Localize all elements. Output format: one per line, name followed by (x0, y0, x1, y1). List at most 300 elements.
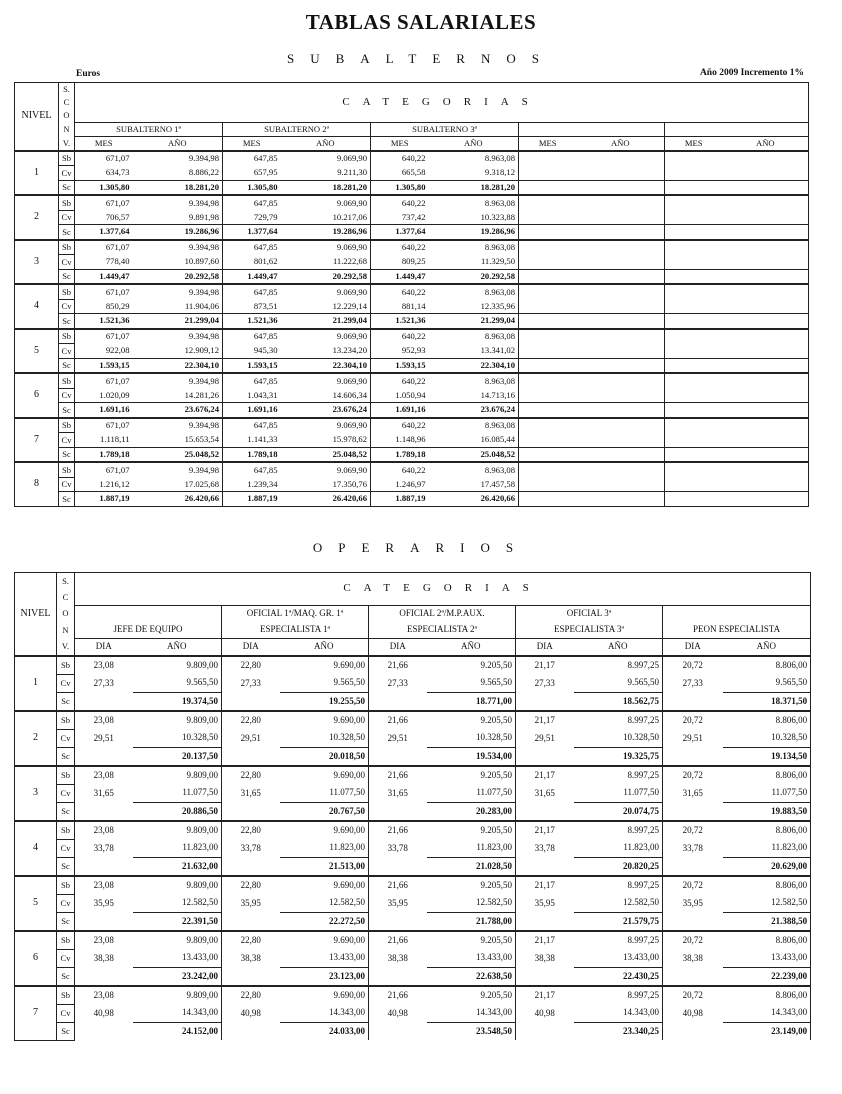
ano-value: 17.457,58 (429, 477, 519, 492)
header-row (15, 573, 811, 590)
row-code: Sb (59, 195, 75, 210)
category-name: SUBALTERNO 1ª (75, 122, 223, 136)
dia-value: 20,72 (663, 986, 723, 1005)
mes-value: 1.305,80 (371, 180, 429, 195)
mes-value: 640,22 (371, 329, 429, 344)
empty-cell (723, 492, 809, 507)
ano-value: 9.211,30 (281, 166, 371, 181)
row-code: Cv (59, 477, 75, 492)
ano-value: 21.299,04 (281, 314, 371, 329)
ano-value: 23.548,50 (427, 1022, 516, 1040)
col-mes-header: MES (665, 136, 723, 151)
mes-value: 647,85 (223, 462, 281, 477)
col-ano-header: AÑO (723, 136, 809, 151)
empty-cell (519, 358, 577, 373)
nivel-value: 5 (15, 329, 59, 374)
dia-value: 21,17 (516, 711, 574, 730)
nivel-value: 3 (15, 766, 57, 821)
ano-value: 10.897,60 (133, 255, 223, 270)
ano-value: 13.433,00 (427, 949, 516, 967)
table-row (15, 492, 809, 507)
ano-value: 9.069,90 (281, 373, 371, 388)
col-mes-header: MES (223, 136, 281, 151)
ano-value: 25.048,52 (133, 447, 223, 462)
row-code: Sb (57, 876, 75, 895)
mes-value: 640,22 (371, 462, 429, 477)
ano-value: 9.205,50 (427, 711, 516, 730)
dia-value: 40,98 (663, 1004, 723, 1022)
ano-value: 12.582,50 (133, 894, 222, 912)
dia-value: 21,17 (516, 656, 574, 675)
table-row (15, 477, 809, 492)
row-code: Sc (57, 692, 75, 711)
dia-value: 35,95 (75, 894, 133, 912)
ano-value: 8.997,25 (574, 876, 663, 895)
ano-value: 21.388,50 (723, 912, 811, 931)
dia-value: 20,72 (663, 766, 723, 785)
ano-value: 25.048,52 (281, 447, 371, 462)
ano-value: 10.328,50 (574, 729, 663, 747)
ano-value: 23.340,25 (574, 1022, 663, 1040)
dia-value: 21,66 (369, 766, 427, 785)
dia-value: 20,72 (663, 821, 723, 840)
table-row (15, 747, 811, 766)
col-dia-header: DIA (222, 638, 280, 656)
empty-cell (519, 269, 577, 284)
mes-value: 647,85 (223, 418, 281, 433)
col-dia-header: DIA (663, 638, 723, 656)
ano-value: 8.997,25 (574, 986, 663, 1005)
row-code: Cv (59, 433, 75, 448)
empty-cell (665, 180, 723, 195)
dia-value (369, 747, 427, 766)
ano-value: 17.025,68 (133, 477, 223, 492)
ano-value: 8.997,25 (574, 931, 663, 950)
dia-value (516, 967, 574, 986)
header-row (15, 122, 809, 136)
dia-value (663, 747, 723, 766)
table-row (15, 151, 809, 166)
dia-value: 22,80 (222, 876, 280, 895)
ano-value: 9.565,50 (133, 674, 222, 692)
row-code: Cv (59, 255, 75, 270)
row-code: Sc (59, 492, 75, 507)
mes-value: 1.148,96 (371, 433, 429, 448)
ano-value: 18.771,00 (427, 692, 516, 711)
ano-value: 12.335,96 (429, 299, 519, 314)
ano-value: 9.205,50 (427, 986, 516, 1005)
mes-value: 671,07 (75, 240, 133, 255)
ano-value: 8.806,00 (723, 876, 811, 895)
empty-cell (519, 195, 577, 210)
ano-value: 9.069,90 (281, 240, 371, 255)
ano-value: 9.690,00 (280, 986, 369, 1005)
ano-value: 11.904,06 (133, 299, 223, 314)
nivel-value: 6 (15, 931, 57, 986)
empty-cell (519, 433, 577, 448)
row-code: Sc (57, 857, 75, 876)
table-row (15, 876, 811, 895)
dia-value: 27,33 (75, 674, 133, 692)
mes-value: 1.887,19 (223, 492, 281, 507)
ano-value: 18.281,20 (281, 180, 371, 195)
dia-value (663, 692, 723, 711)
ano-value: 18.371,50 (723, 692, 811, 711)
empty-cell (577, 388, 665, 403)
mes-value: 1.246,97 (371, 477, 429, 492)
ano-value: 11.823,00 (280, 839, 369, 857)
ano-value: 19.286,96 (429, 225, 519, 240)
ano-value: 9.318,12 (429, 166, 519, 181)
table-row (15, 986, 811, 1005)
ano-value: 22.304,10 (281, 358, 371, 373)
ano-value: 20.292,58 (429, 269, 519, 284)
ano-value: 12.909,12 (133, 344, 223, 359)
dia-value: 33,78 (75, 839, 133, 857)
nivel-value: 4 (15, 284, 59, 329)
category-line1: OFICIAL 2ª/M.P.AUX. (369, 605, 516, 622)
dia-value: 38,38 (222, 949, 280, 967)
mes-value: 1.789,18 (371, 447, 429, 462)
ano-value: 13.433,00 (723, 949, 811, 967)
row-code: Cv (57, 784, 75, 802)
mes-value: 706,57 (75, 210, 133, 225)
ano-value: 9.690,00 (280, 711, 369, 730)
col-ano-header: AÑO (723, 638, 811, 656)
mes-value: 1.118,11 (75, 433, 133, 448)
dia-value: 20,72 (663, 931, 723, 950)
mes-value: 671,07 (75, 418, 133, 433)
ano-value: 8.963,08 (429, 284, 519, 299)
table-row (15, 166, 809, 181)
dia-value: 33,78 (369, 839, 427, 857)
ano-value: 8.806,00 (723, 931, 811, 950)
ano-value: 14.713,16 (429, 388, 519, 403)
ano-value: 25.048,52 (429, 447, 519, 462)
empty-cell (519, 344, 577, 359)
table-row (15, 674, 811, 692)
ano-value: 23.242,00 (133, 967, 222, 986)
table-row (15, 462, 809, 477)
empty-cell (577, 344, 665, 359)
row-code: Sc (57, 912, 75, 931)
ano-value: 21.513,00 (280, 857, 369, 876)
dia-value (663, 857, 723, 876)
nivel-header: NIVEL (15, 573, 57, 656)
row-code: Cv (57, 839, 75, 857)
empty-cell (723, 373, 809, 388)
ano-value: 9.069,90 (281, 151, 371, 166)
nivel-value: 8 (15, 462, 59, 506)
dia-value (222, 857, 280, 876)
dia-value: 20,72 (663, 876, 723, 895)
mes-value: 1.377,64 (371, 225, 429, 240)
mes-value: 850,29 (75, 299, 133, 314)
table-row (15, 821, 811, 840)
table-row (15, 1022, 811, 1040)
dia-value: 27,33 (516, 674, 574, 692)
dia-value: 29,51 (75, 729, 133, 747)
category-line1 (75, 605, 222, 622)
dia-value: 22,80 (222, 821, 280, 840)
mes-value: 1.691,16 (75, 403, 133, 418)
mes-value: 1.305,80 (75, 180, 133, 195)
year-note: Año 2009 Incremento 1% (699, 68, 804, 78)
empty-cell (519, 492, 577, 507)
mes-value: 665,58 (371, 166, 429, 181)
ano-value: 10.328,50 (280, 729, 369, 747)
empty-cell (519, 240, 577, 255)
mes-value: 671,07 (75, 373, 133, 388)
ano-value: 11.077,50 (280, 784, 369, 802)
ano-value: 8.963,08 (429, 418, 519, 433)
category-line2: ESPECIALISTA 2ª (369, 622, 516, 639)
ano-value: 9.394,98 (133, 240, 223, 255)
mes-value: 945,30 (223, 344, 281, 359)
empty-cell (665, 210, 723, 225)
ano-value: 22.430,25 (574, 967, 663, 986)
mes-value: 1.377,64 (75, 225, 133, 240)
scon-letter: V. (59, 136, 75, 151)
ano-value: 14.343,00 (574, 1004, 663, 1022)
empty-cell (519, 151, 577, 166)
ano-value: 16.085,44 (429, 433, 519, 448)
table-row (15, 225, 809, 240)
empty-cell (519, 180, 577, 195)
ano-value: 20.283,00 (427, 802, 516, 821)
empty-cell (723, 269, 809, 284)
ano-value: 15.653,54 (133, 433, 223, 448)
category-line1: OFICIAL 3ª (516, 605, 663, 622)
row-code: Sc (59, 403, 75, 418)
operarios-section-title: OPERARIOS (312, 540, 530, 555)
nivel-value: 6 (15, 373, 59, 418)
empty-cell (519, 403, 577, 418)
ano-value: 9.690,00 (280, 876, 369, 895)
table-row (15, 344, 809, 359)
dia-value: 31,65 (369, 784, 427, 802)
ano-value: 12.229,14 (281, 299, 371, 314)
row-code: Cv (57, 1004, 75, 1022)
subalternos-section-title: SUBALTERNOS (287, 51, 555, 66)
mes-value: 671,07 (75, 329, 133, 344)
category-line1 (663, 605, 811, 622)
table-row (15, 692, 811, 711)
ano-value: 19.883,50 (723, 802, 811, 821)
dia-value (75, 692, 133, 711)
ano-value: 20.767,50 (280, 802, 369, 821)
dia-value: 31,65 (663, 784, 723, 802)
mes-value: 737,42 (371, 210, 429, 225)
row-code: Sc (57, 802, 75, 821)
category-line2: ESPECIALISTA 3ª (516, 622, 663, 639)
mes-value: 647,85 (223, 329, 281, 344)
ano-value: 9.809,00 (133, 986, 222, 1005)
dia-value: 29,51 (663, 729, 723, 747)
empty-cell (577, 447, 665, 462)
ano-value: 11.823,00 (723, 839, 811, 857)
ano-value: 11.077,50 (723, 784, 811, 802)
dia-value (516, 857, 574, 876)
ano-value: 14.343,00 (427, 1004, 516, 1022)
ano-value: 9.891,98 (133, 210, 223, 225)
ano-value: 9.394,98 (133, 462, 223, 477)
mes-value: 671,07 (75, 195, 133, 210)
dia-value: 21,17 (516, 986, 574, 1005)
ano-value: 21.028,50 (427, 857, 516, 876)
row-code: Cv (57, 674, 75, 692)
mes-value: 922,08 (75, 344, 133, 359)
ano-value: 9.205,50 (427, 821, 516, 840)
header-row (15, 638, 811, 656)
dia-value (369, 857, 427, 876)
ano-value: 8.963,08 (429, 462, 519, 477)
empty-cell (665, 284, 723, 299)
ano-value: 23.149,00 (723, 1022, 811, 1040)
table-row (15, 1004, 811, 1022)
ano-value: 9.809,00 (133, 931, 222, 950)
col-dia-header: DIA (369, 638, 427, 656)
dia-value (663, 802, 723, 821)
row-code: Sc (59, 358, 75, 373)
mes-value: 873,51 (223, 299, 281, 314)
nivel-value: 2 (15, 195, 59, 240)
mes-value: 1.789,18 (223, 447, 281, 462)
dia-value (663, 1022, 723, 1040)
dia-value (516, 692, 574, 711)
ano-value: 8.997,25 (574, 766, 663, 785)
row-code: Cv (59, 344, 75, 359)
empty-cell (519, 373, 577, 388)
ano-value: 9.565,50 (723, 674, 811, 692)
ano-value: 8.963,08 (429, 373, 519, 388)
empty-cell (519, 388, 577, 403)
ano-value: 22.239,00 (723, 967, 811, 986)
dia-value: 27,33 (663, 674, 723, 692)
row-code: Sb (57, 766, 75, 785)
ano-value: 8.963,08 (429, 151, 519, 166)
row-code: Sb (57, 821, 75, 840)
table-row (15, 949, 811, 967)
mes-value: 1.593,15 (75, 358, 133, 373)
dia-value: 40,98 (369, 1004, 427, 1022)
row-code: Sc (59, 447, 75, 462)
empty-cell (665, 166, 723, 181)
ano-value: 19.286,96 (133, 225, 223, 240)
dia-value (222, 692, 280, 711)
col-ano-header: AÑO (133, 136, 223, 151)
ano-value: 13.433,00 (280, 949, 369, 967)
ano-value: 22.638,50 (427, 967, 516, 986)
ano-value: 19.534,00 (427, 747, 516, 766)
dia-value: 33,78 (663, 839, 723, 857)
dia-value: 35,95 (516, 894, 574, 912)
row-code: Sb (57, 931, 75, 950)
ano-value: 13.341,02 (429, 344, 519, 359)
mes-value: 1.593,15 (371, 358, 429, 373)
ano-value: 9.205,50 (427, 766, 516, 785)
empty-cell (665, 151, 723, 166)
table-row (15, 314, 809, 329)
dia-value: 21,66 (369, 986, 427, 1005)
dia-value: 22,80 (222, 931, 280, 950)
dia-value (369, 802, 427, 821)
dia-value: 23,08 (75, 656, 133, 675)
dia-value: 21,17 (516, 876, 574, 895)
header-row (15, 622, 811, 639)
ano-value: 12.582,50 (427, 894, 516, 912)
dia-value: 21,66 (369, 656, 427, 675)
dia-value: 35,95 (663, 894, 723, 912)
ano-value: 9.069,90 (281, 329, 371, 344)
ano-value: 11.077,50 (427, 784, 516, 802)
ano-value: 12.582,50 (574, 894, 663, 912)
table-row (15, 329, 809, 344)
dia-value (369, 692, 427, 711)
ano-value: 13.433,00 (574, 949, 663, 967)
mes-value: 671,07 (75, 284, 133, 299)
ano-value: 9.394,98 (133, 195, 223, 210)
ano-value: 9.690,00 (280, 821, 369, 840)
empty-cell (665, 477, 723, 492)
ano-value: 8.806,00 (723, 656, 811, 675)
subalternos-table (14, 82, 809, 507)
ano-value: 24.152,00 (133, 1022, 222, 1040)
ano-value: 23.123,00 (280, 967, 369, 986)
ano-value: 20.820,25 (574, 857, 663, 876)
ano-value: 9.069,90 (281, 195, 371, 210)
empty-cell (723, 462, 809, 477)
scon-letter: N (57, 622, 75, 639)
empty-cell (665, 329, 723, 344)
empty-cell (723, 344, 809, 359)
ano-value: 9.394,98 (133, 284, 223, 299)
ano-value: 10.328,50 (427, 729, 516, 747)
scon-letter: O (57, 605, 75, 622)
dia-value: 20,72 (663, 711, 723, 730)
ano-value: 18.281,20 (133, 180, 223, 195)
empty-cell (723, 195, 809, 210)
empty-cell (519, 477, 577, 492)
empty-cell (665, 314, 723, 329)
ano-value: 19.374,50 (133, 692, 222, 711)
dia-value: 40,98 (516, 1004, 574, 1022)
row-code: Sc (59, 180, 75, 195)
empty-cell (723, 314, 809, 329)
row-code: Sb (59, 373, 75, 388)
dia-value: 21,66 (369, 876, 427, 895)
dia-value: 23,08 (75, 821, 133, 840)
dia-value: 23,08 (75, 986, 133, 1005)
empty-cell (723, 284, 809, 299)
mes-value: 1.239,34 (223, 477, 281, 492)
empty-cell (577, 492, 665, 507)
ano-value: 8.806,00 (723, 766, 811, 785)
ano-value: 9.069,90 (281, 418, 371, 433)
empty-cell (665, 433, 723, 448)
empty-cell (723, 358, 809, 373)
table-row (15, 912, 811, 931)
table-row (15, 967, 811, 986)
empty-cell (723, 433, 809, 448)
row-code: Sb (59, 329, 75, 344)
dia-value (516, 1022, 574, 1040)
dia-value (75, 967, 133, 986)
empty-cell (519, 299, 577, 314)
table-row (15, 711, 811, 730)
row-code: Cv (59, 388, 75, 403)
dia-value: 38,38 (516, 949, 574, 967)
